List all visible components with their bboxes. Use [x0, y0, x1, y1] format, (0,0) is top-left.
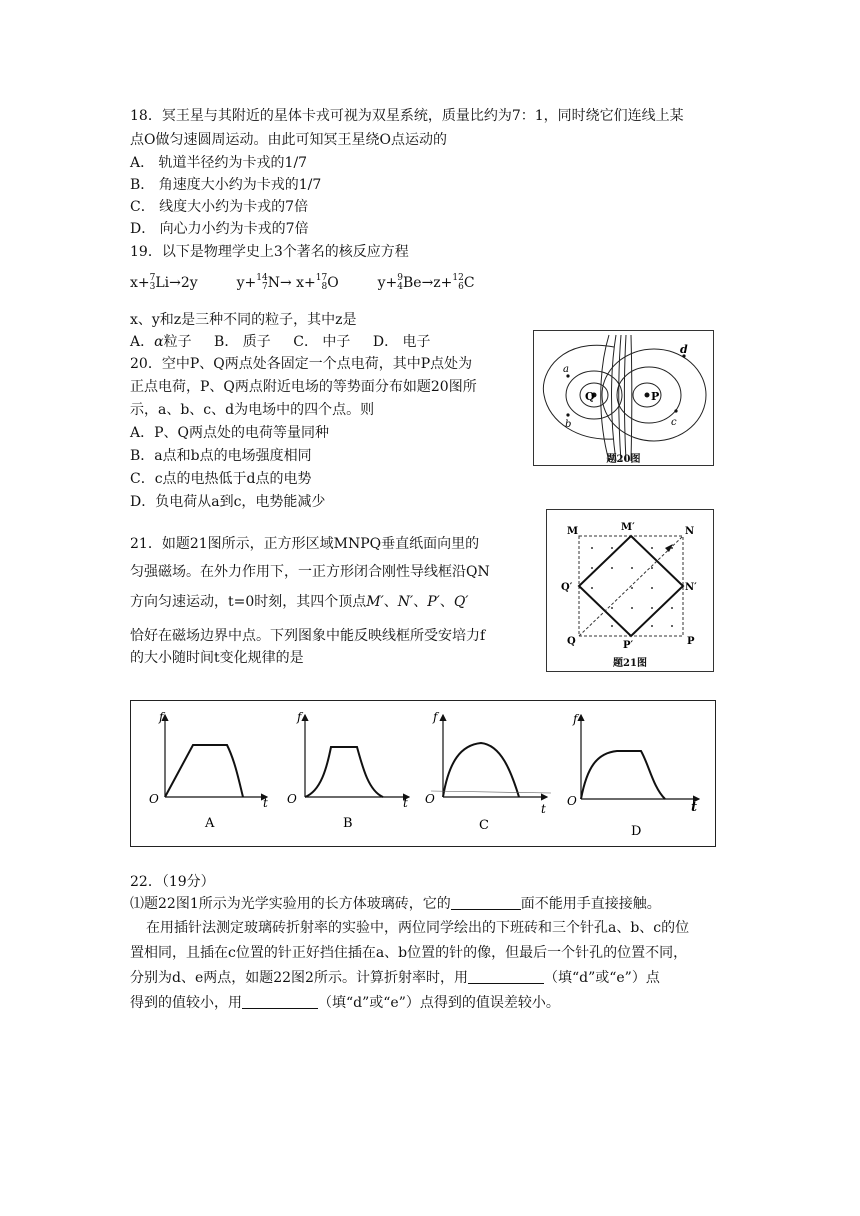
label-q: Q	[585, 390, 595, 403]
label-q: Q	[567, 636, 576, 647]
svg-text:A: A	[205, 816, 215, 831]
q19-options: A．α粒子 B． 质子 C． 中子 D． 电子	[130, 334, 431, 350]
figure-21	[546, 509, 714, 672]
q20-option-c: C．c点的电热低于d点的电势	[130, 471, 312, 487]
q21-answer-graphs	[130, 700, 716, 847]
q20-option-b: B．a点和b点的电场强度相同	[130, 448, 312, 464]
svg-text:O: O	[287, 792, 297, 806]
q22-line5: 得到的值较小，用 （填“d”或“e”）点得到的值误差较小。	[130, 995, 560, 1011]
figure-20-caption: 题20图	[606, 454, 641, 465]
svg-text:O: O	[567, 794, 577, 808]
q22-head: 22．（19分）	[130, 874, 215, 890]
q21-stem-line1: 21．如题21图所示，正方形区域MNPQ垂直纸面向里的	[130, 536, 480, 552]
label-b: b	[565, 419, 572, 430]
svg-text:O: O	[149, 792, 159, 806]
label-q-prime: Q′	[561, 582, 573, 593]
svg-text:f: f	[433, 710, 438, 724]
svg-text:O: O	[425, 792, 435, 806]
graphs-svg	[131, 701, 715, 846]
q22-line2: 在用插针法测定玻璃砖折射率的实验中，两位同学绘出的下班砖和三个针孔a、b、c的位	[146, 920, 690, 936]
q19-eq3: y+ 9 4 Be→z+ 12 6 C	[377, 273, 475, 292]
svg-text:f: f	[159, 710, 164, 724]
q20-stem-line3: 示，a、b、c、d为电场中的四个点。则	[130, 402, 375, 418]
figure-20	[533, 330, 714, 466]
q19-equations	[130, 274, 475, 292]
q20-stem-line2: 正点电荷，P、Q两点附近电场的等势面分布如题20图所	[130, 379, 477, 395]
q21-stem-line2: 匀强磁场。在外力作用下，一正方形闭合刚性导线框沿QN	[130, 564, 490, 580]
q21-stem-line3: 方向匀速运动，t=0时刻，其四个顶点M′、N′、P′、Q′	[130, 594, 469, 610]
q20-option-a: A．P、Q两点处的电荷等量同种	[130, 425, 330, 441]
blank-3[interactable]	[242, 994, 318, 1009]
q19-eq2: y+ 14 7 N→ x+ 17 8 O	[236, 273, 339, 292]
q21-stem-line4: 恰好在磁场边界中点。下列图象中能反映线框所受安培力f	[130, 628, 486, 644]
q19-eq1: x+ 7 3 Li→2y	[130, 273, 198, 292]
svg-text:C: C	[479, 818, 489, 833]
graph-d	[567, 712, 699, 839]
svg-text:t: t	[691, 800, 698, 815]
q19-line2: x、y和z是三种不同的粒子，其中z是	[130, 312, 357, 328]
figure-21-caption: 题21图	[613, 658, 647, 669]
label-n: N	[685, 526, 695, 537]
q18-option-a: A． 轨道半径约为卡戎的1/7	[130, 155, 308, 171]
q18-stem-line1: 18．冥王星与其附近的星体卡戎可视为双星系统，质量比约为7：1，同时绕它们连线上某	[130, 108, 684, 124]
q18-option-c: C． 线度大小约为卡戎的7倍	[130, 199, 309, 215]
label-d: d	[680, 343, 688, 356]
q18-option-d: D． 向心力小约为卡戎的7倍	[130, 221, 309, 237]
svg-text:B: B	[343, 816, 353, 831]
label-p-prime: P′	[623, 640, 634, 651]
q18-option-b: B． 角速度大小约为卡戎的1/7	[130, 177, 322, 193]
label-m-prime: M′	[621, 522, 635, 533]
graph-a	[149, 710, 268, 831]
svg-text:t: t	[541, 802, 546, 816]
svg-text:f: f	[573, 712, 578, 726]
q22-line3: 置相同，且插在c位置的针正好挡住插在a、b位置的针的像，但最后一个针孔的位置不同，	[130, 945, 688, 961]
q22-line4: 分别为d、e两点，如题22图2所示。计算折射率时，用 （填“d”或“e”）点	[130, 970, 660, 986]
q21-stem-line5: 的大小随时间t变化规律的是	[130, 650, 304, 666]
graph-b	[287, 710, 409, 831]
q20-option-d: D．负电荷从a到c，电势能减少	[130, 494, 326, 510]
blank-2[interactable]	[468, 969, 544, 984]
label-c: c	[671, 417, 677, 428]
svg-text:f: f	[297, 710, 302, 724]
q20-stem-line1: 20．空中P、Q两点处各固定一个点电荷，其中P点处为	[130, 356, 473, 372]
label-n-prime: N′	[685, 582, 697, 593]
label-a: a	[563, 364, 569, 375]
q18-stem-line2: 点O做匀速圆周运动。由此可知冥王星绕O点运动的	[130, 132, 447, 148]
blank-1[interactable]	[451, 895, 521, 910]
svg-text:t: t	[403, 796, 408, 810]
label-m: M	[567, 526, 579, 537]
magnetic-field-diagram	[547, 510, 713, 671]
label-p: P	[651, 390, 660, 403]
svg-text:D: D	[631, 824, 642, 839]
q22-line1: ⑴题22图1所示为光学实验用的长方体玻璃砖，它的 面不能用手直接接触。	[130, 896, 661, 912]
q19-stem: 19．以下是物理学史上3个著名的核反应方程	[130, 244, 409, 260]
label-p: P	[687, 636, 695, 647]
svg-text:t: t	[263, 796, 268, 810]
equipotential-diagram	[534, 331, 713, 465]
graph-c	[425, 710, 551, 833]
